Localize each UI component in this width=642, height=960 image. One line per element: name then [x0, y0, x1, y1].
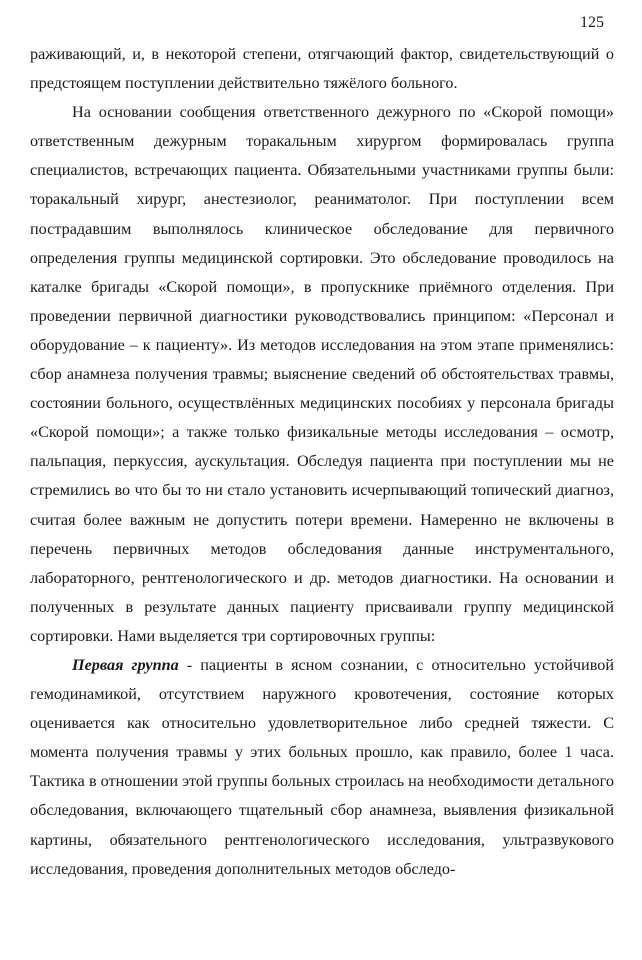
paragraph-first-group: [30, 651, 614, 884]
first-group-heading: Первая группа: [72, 655, 179, 674]
page-number: 125: [580, 14, 604, 31]
document-body: [30, 40, 614, 884]
first-group-text: - пациенты в ясном сознании, с относительно устойчивой гемодинамикой, отсутствием наружного кровотечения, состояние которых оценивается как относительно удовлетворительное либо средней тяжести. С момента получения травмы у этих больных прошло, как правило, более 1 часа. Тактика в отношении этой группы больных строилась на необходимости детального обследования, включающего тщательный сбор анамнеза, выявления физикальной картины, обязательного рентгенологического исследования, ультразвукового исследования, проведения дополнительных методов обследо-: [30, 655, 614, 878]
paragraph-triage-team: На основании сообщения ответственного дежурного по «Скорой помощи» ответственным дежурным торакальным хирургом формировалась группа специалистов, встречающих пациента. Обязательными участниками группы были: торакальный хирург, анестезиолог, реаниматолог. При поступлении всем пострадавшим выполнялось клиническое обследование для первичного определения группы медицинской сортировки. Это обследование проводилось на каталке бригады «Скорой помощи», в пропускнике приёмного отделения. При проведении первичной диагностики руководствовались принципом: «Персонал и оборудование – к пациенту». Из методов исследования на этом этапе применялись: сбор анамнеза получения травмы; выяснение сведений об обстоятельствах травмы, состоянии больного, осуществлённых медицинских пособиях у персонала бригады «Скорой помощи»; а также только физикальные методы исследования – осмотр, пальпация, перкуссия, аускультация. Обследуя пациента при поступлении мы не стремились во что бы то ни стало установить исчерпывающий топический диагноз, считая более важным не допустить потери времени. Намеренно не включены в перечень первичных методов обследования данные инструментального, лабораторного, рентгенологического и др. методов диагностики. На основании и полученных в результате данных пациенту присваивали группу медицинской сортировки. Нами выделяется три сортировочных группы:: [30, 103, 614, 645]
paragraph-continuation: раживающий, и, в некоторой степени, отягчающий фактор, свидетельствующий о предстоящем поступлении действительно тяжёлого больного.: [30, 45, 614, 93]
